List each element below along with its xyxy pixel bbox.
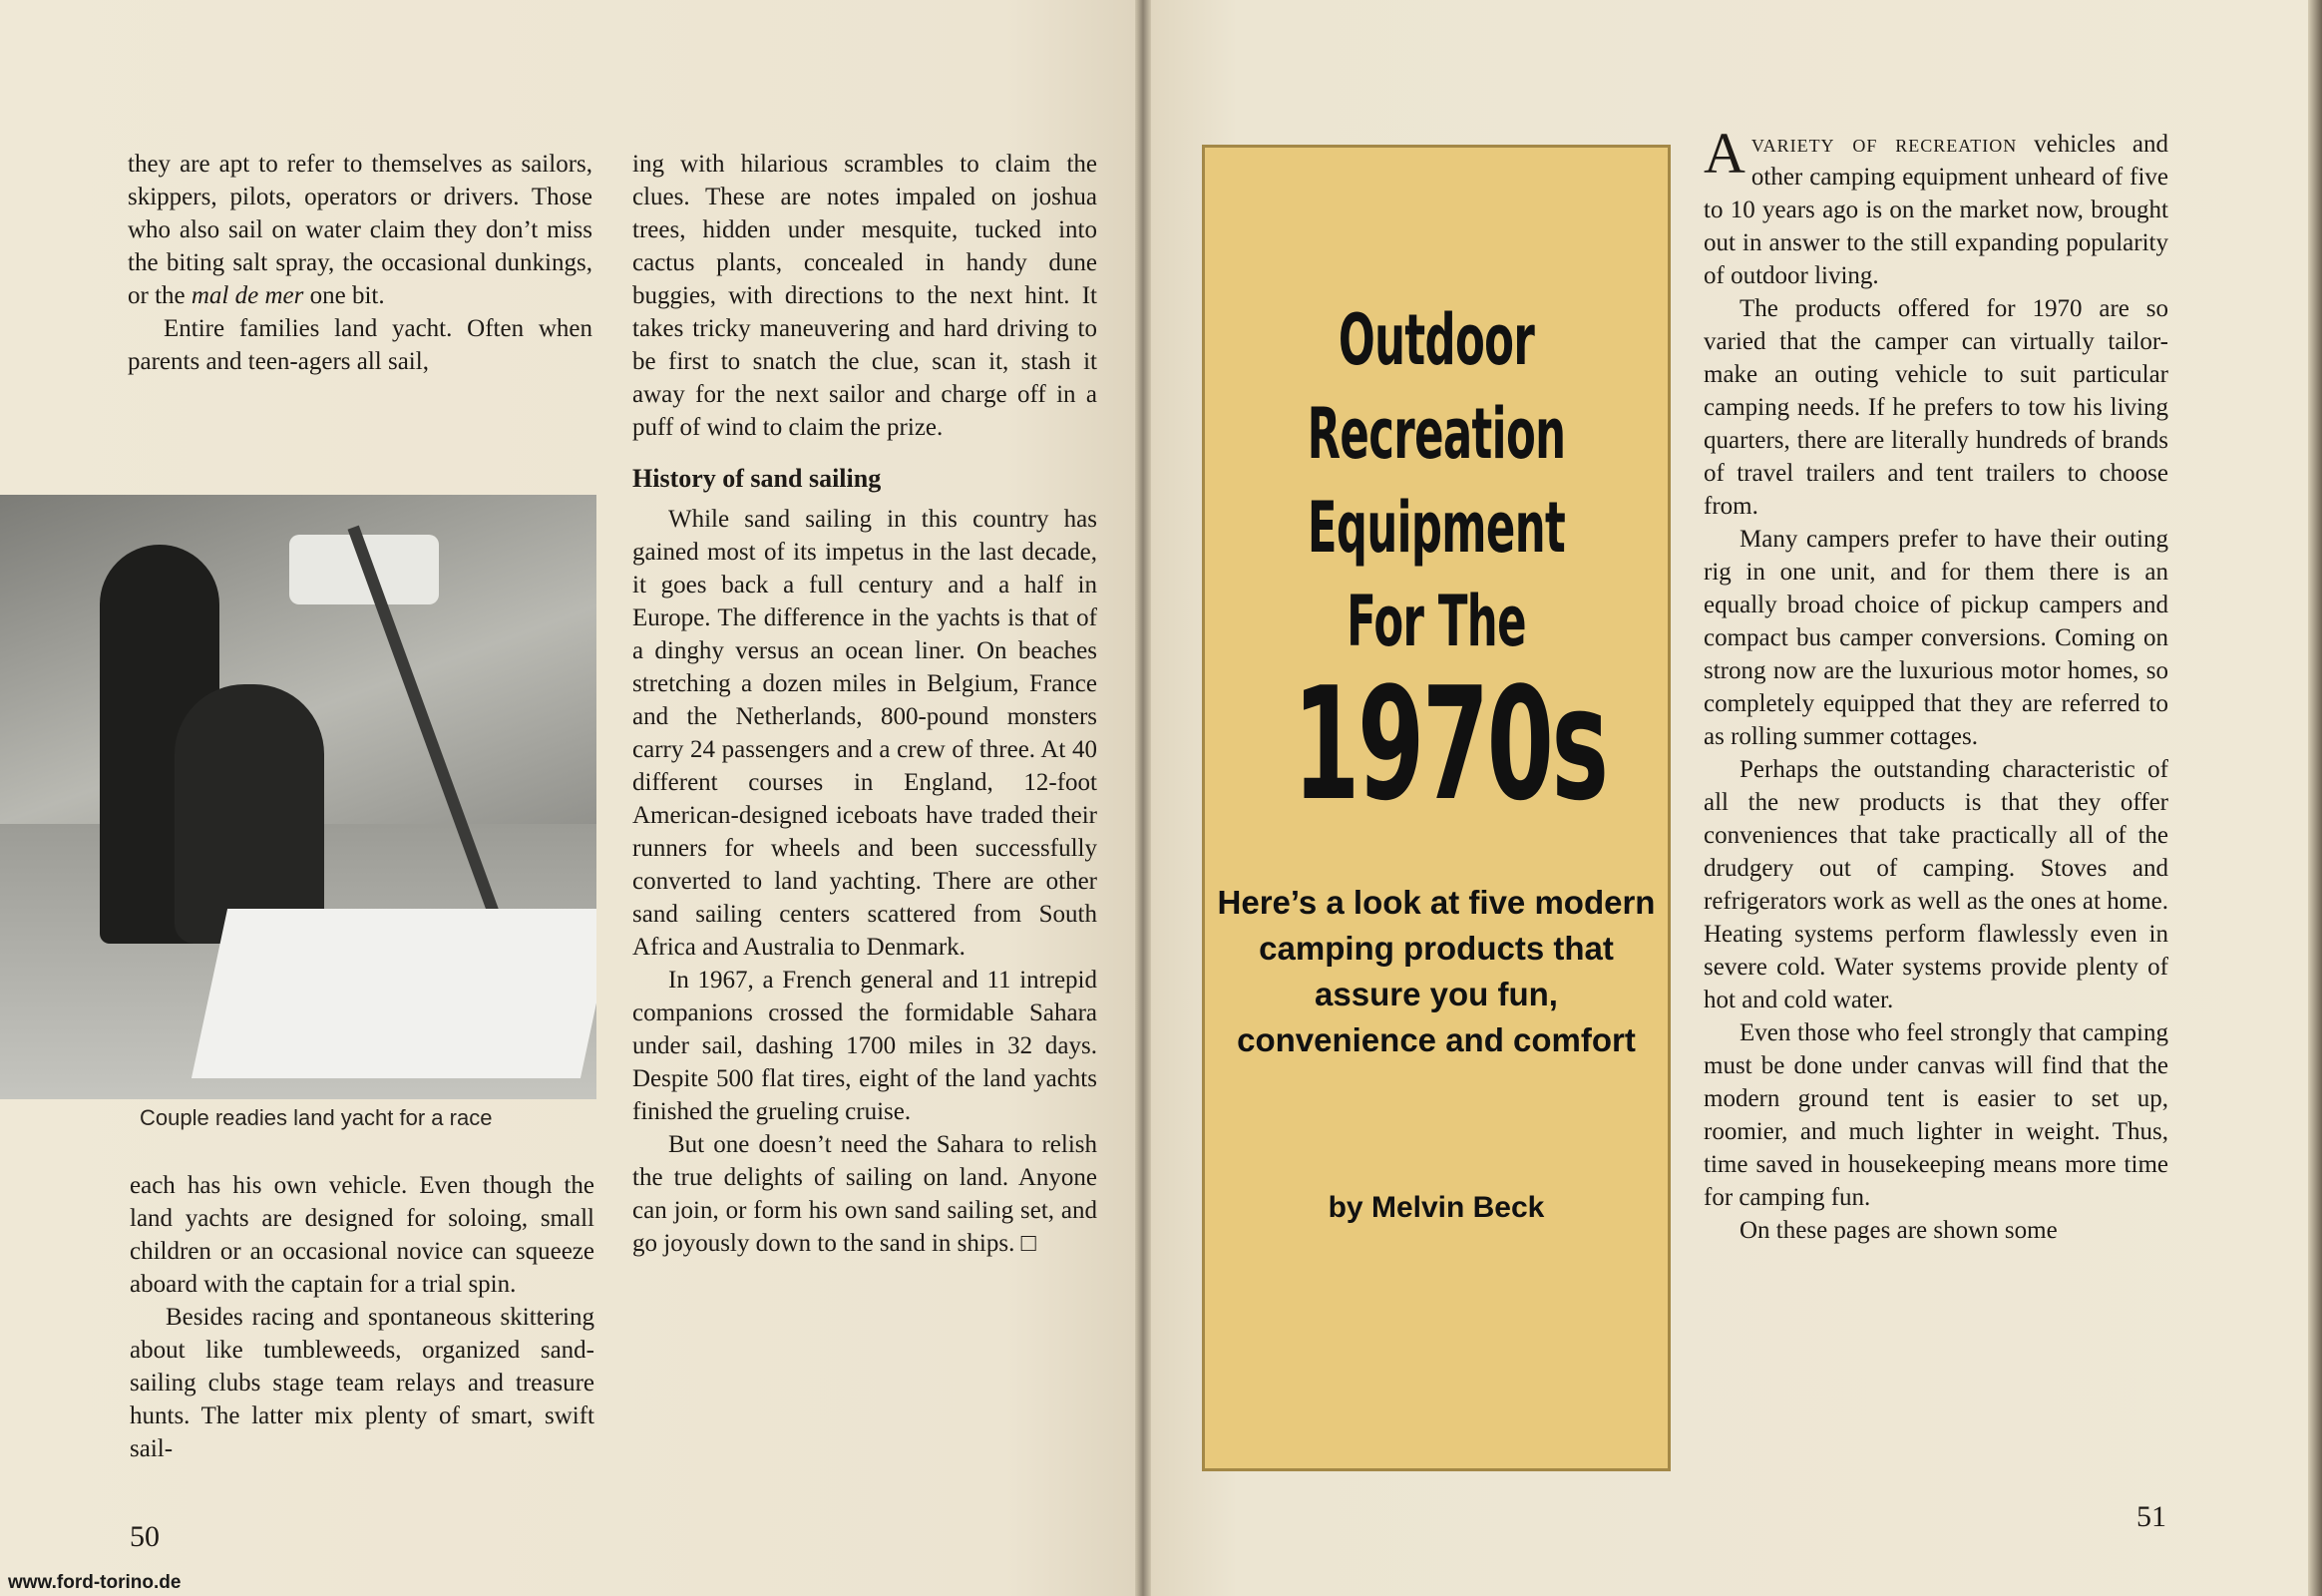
middle-column — [632, 148, 1097, 1260]
paragraph: On these pages are shown some — [1740, 1217, 2058, 1244]
paragraph: But one doesn’t need the Sahara to relish the true delights of sailing on land. Anyone can join, or form his own sand sailing set, and go joyously down to the sand in ships. □ — [632, 1131, 1097, 1257]
right-column — [1704, 121, 2168, 1247]
title-line: For The — [1347, 581, 1526, 662]
photo-person-crouching — [175, 684, 324, 944]
title-year: 1970s — [1293, 653, 1607, 835]
book-gutter — [1135, 0, 1151, 1596]
page-number-left: 50 — [130, 1520, 160, 1553]
page-edge — [2308, 0, 2322, 1596]
paragraph: Besides racing and spontaneous skittering about like tumbleweeds, organized sand-sailing clubs stage team relays and treasure hunts. The latter mix plenty of smart, swift sail- — [130, 1304, 594, 1462]
title-line: Outdoor — [1338, 299, 1535, 381]
left-column-top — [128, 148, 592, 378]
article-subtitle: Here’s a look at five modern camping products that assure you fun, convenience and comfort — [1217, 884, 1656, 1058]
photo-caption: Couple readies land yacht for a race — [140, 1105, 493, 1130]
byline: by Melvin Beck — [1328, 1191, 1545, 1224]
paragraph: Many campers prefer to have their outing rig in one unit, and for them there is an equally broad choice of pickup campers and compact bus camper conversions. Coming on strong now are the luxurious motor homes, so completely equipped that they are referred to as rolling summer cottages. — [1704, 526, 2168, 750]
land-yacht-photo — [0, 495, 596, 1099]
paragraph: Even those who feel strongly that camping must be done under canvas will find that the modern ground tent is easier to set up, roomier, and much lighter in weight. Thus, time saved in housekeeping means more time for camping fun. — [1704, 1019, 2168, 1211]
drop-cap: A — [1704, 121, 1745, 186]
page-number-right: 51 — [2136, 1500, 2166, 1533]
paragraph: each has his own vehicle. Even though the land yachts are designed for soloing, small children or an occasional novice can squeeze aboard with the captain for a trial spin. — [130, 1172, 594, 1298]
title-line: Equipment — [1307, 487, 1566, 569]
title-line: Recreation — [1307, 393, 1566, 475]
title-box — [1202, 145, 1671, 1471]
section-heading: History of sand sailing — [632, 464, 882, 493]
paragraph: ing with hilarious scrambles to claim the clues. These are notes impaled on joshua trees, hidden under mesquite, tucked into cactus plants, concealed in handy dune buggies, with directions to the next hint. It takes tricky maneuvering and hard driving to be first to snatch the clue, scan it, stash it away for the next sailor and charge off in a puff of wind to claim the prize. — [632, 151, 1097, 441]
paragraph: they are apt to refer to themselves as sailors, skippers, pilots, operators or drivers. Those who also sail on water claim they don’t miss the biting salt spray, the occasional dunkings, or the mal de mer one bit. — [128, 151, 592, 309]
lead-smallcaps: variety of recreation — [1750, 131, 2018, 158]
paragraph: Avariety of recreation vehicles and other camping equipment unheard of five to 10 years ago is on the market now, brought out in answer to the still expanding popularity of outdoor living. — [1704, 121, 2168, 289]
left-column-bottom — [130, 1169, 594, 1465]
paragraph: The products offered for 1970 are so varied that the camper can virtually tailor-make an outing vehicle to suit particular camping needs. If he prefers to tow his living quarters, there are literally hundreds of brands of travel trailers and tent trailers to choose from. — [1704, 295, 2168, 520]
paragraph: Entire families land yacht. Often when parents and teen-agers all sail, — [128, 315, 592, 375]
watermark: www.ford-torino.de — [8, 1572, 182, 1593]
emphasis: mal de mer — [191, 282, 304, 309]
photo-sail — [192, 909, 596, 1078]
article-title — [1293, 293, 1580, 668]
paragraph: While sand sailing in this country has gained most of its impetus in the last decade, it goes back a full century and a half in Europe. The difference in the yachts is that of a dinghy versus an ocean liner. On beaches stretching a dozen miles in Belgium, France and the Netherlands, 800-pound monsters carry 24 passengers and a crew of three. At 40 different courses in England, 12-foot American-designed iceboats have traded their runners for wheels and been successfully converted to land yachting. There are other sand sailing centers scattered from South Africa and Australia to Denmark. — [632, 506, 1097, 961]
left-page — [0, 0, 1143, 1596]
paragraph: In 1967, a French general and 11 intrepid companions crossed the formidable Sahara under sail, dashing 1700 miles in 32 days. Despite 500 flat tires, eight of the land yachts finished the grueling cruise. — [632, 967, 1097, 1125]
paragraph: Perhaps the outstanding characteristic of all the new products is that they offer conveniences that take practically all of the drudgery out of camping. Stoves and refrigerators work as well as the ones at home. Heating systems perform flawlessly even in severe cold. Water systems provide plenty of hot and cold water. — [1704, 756, 2168, 1013]
